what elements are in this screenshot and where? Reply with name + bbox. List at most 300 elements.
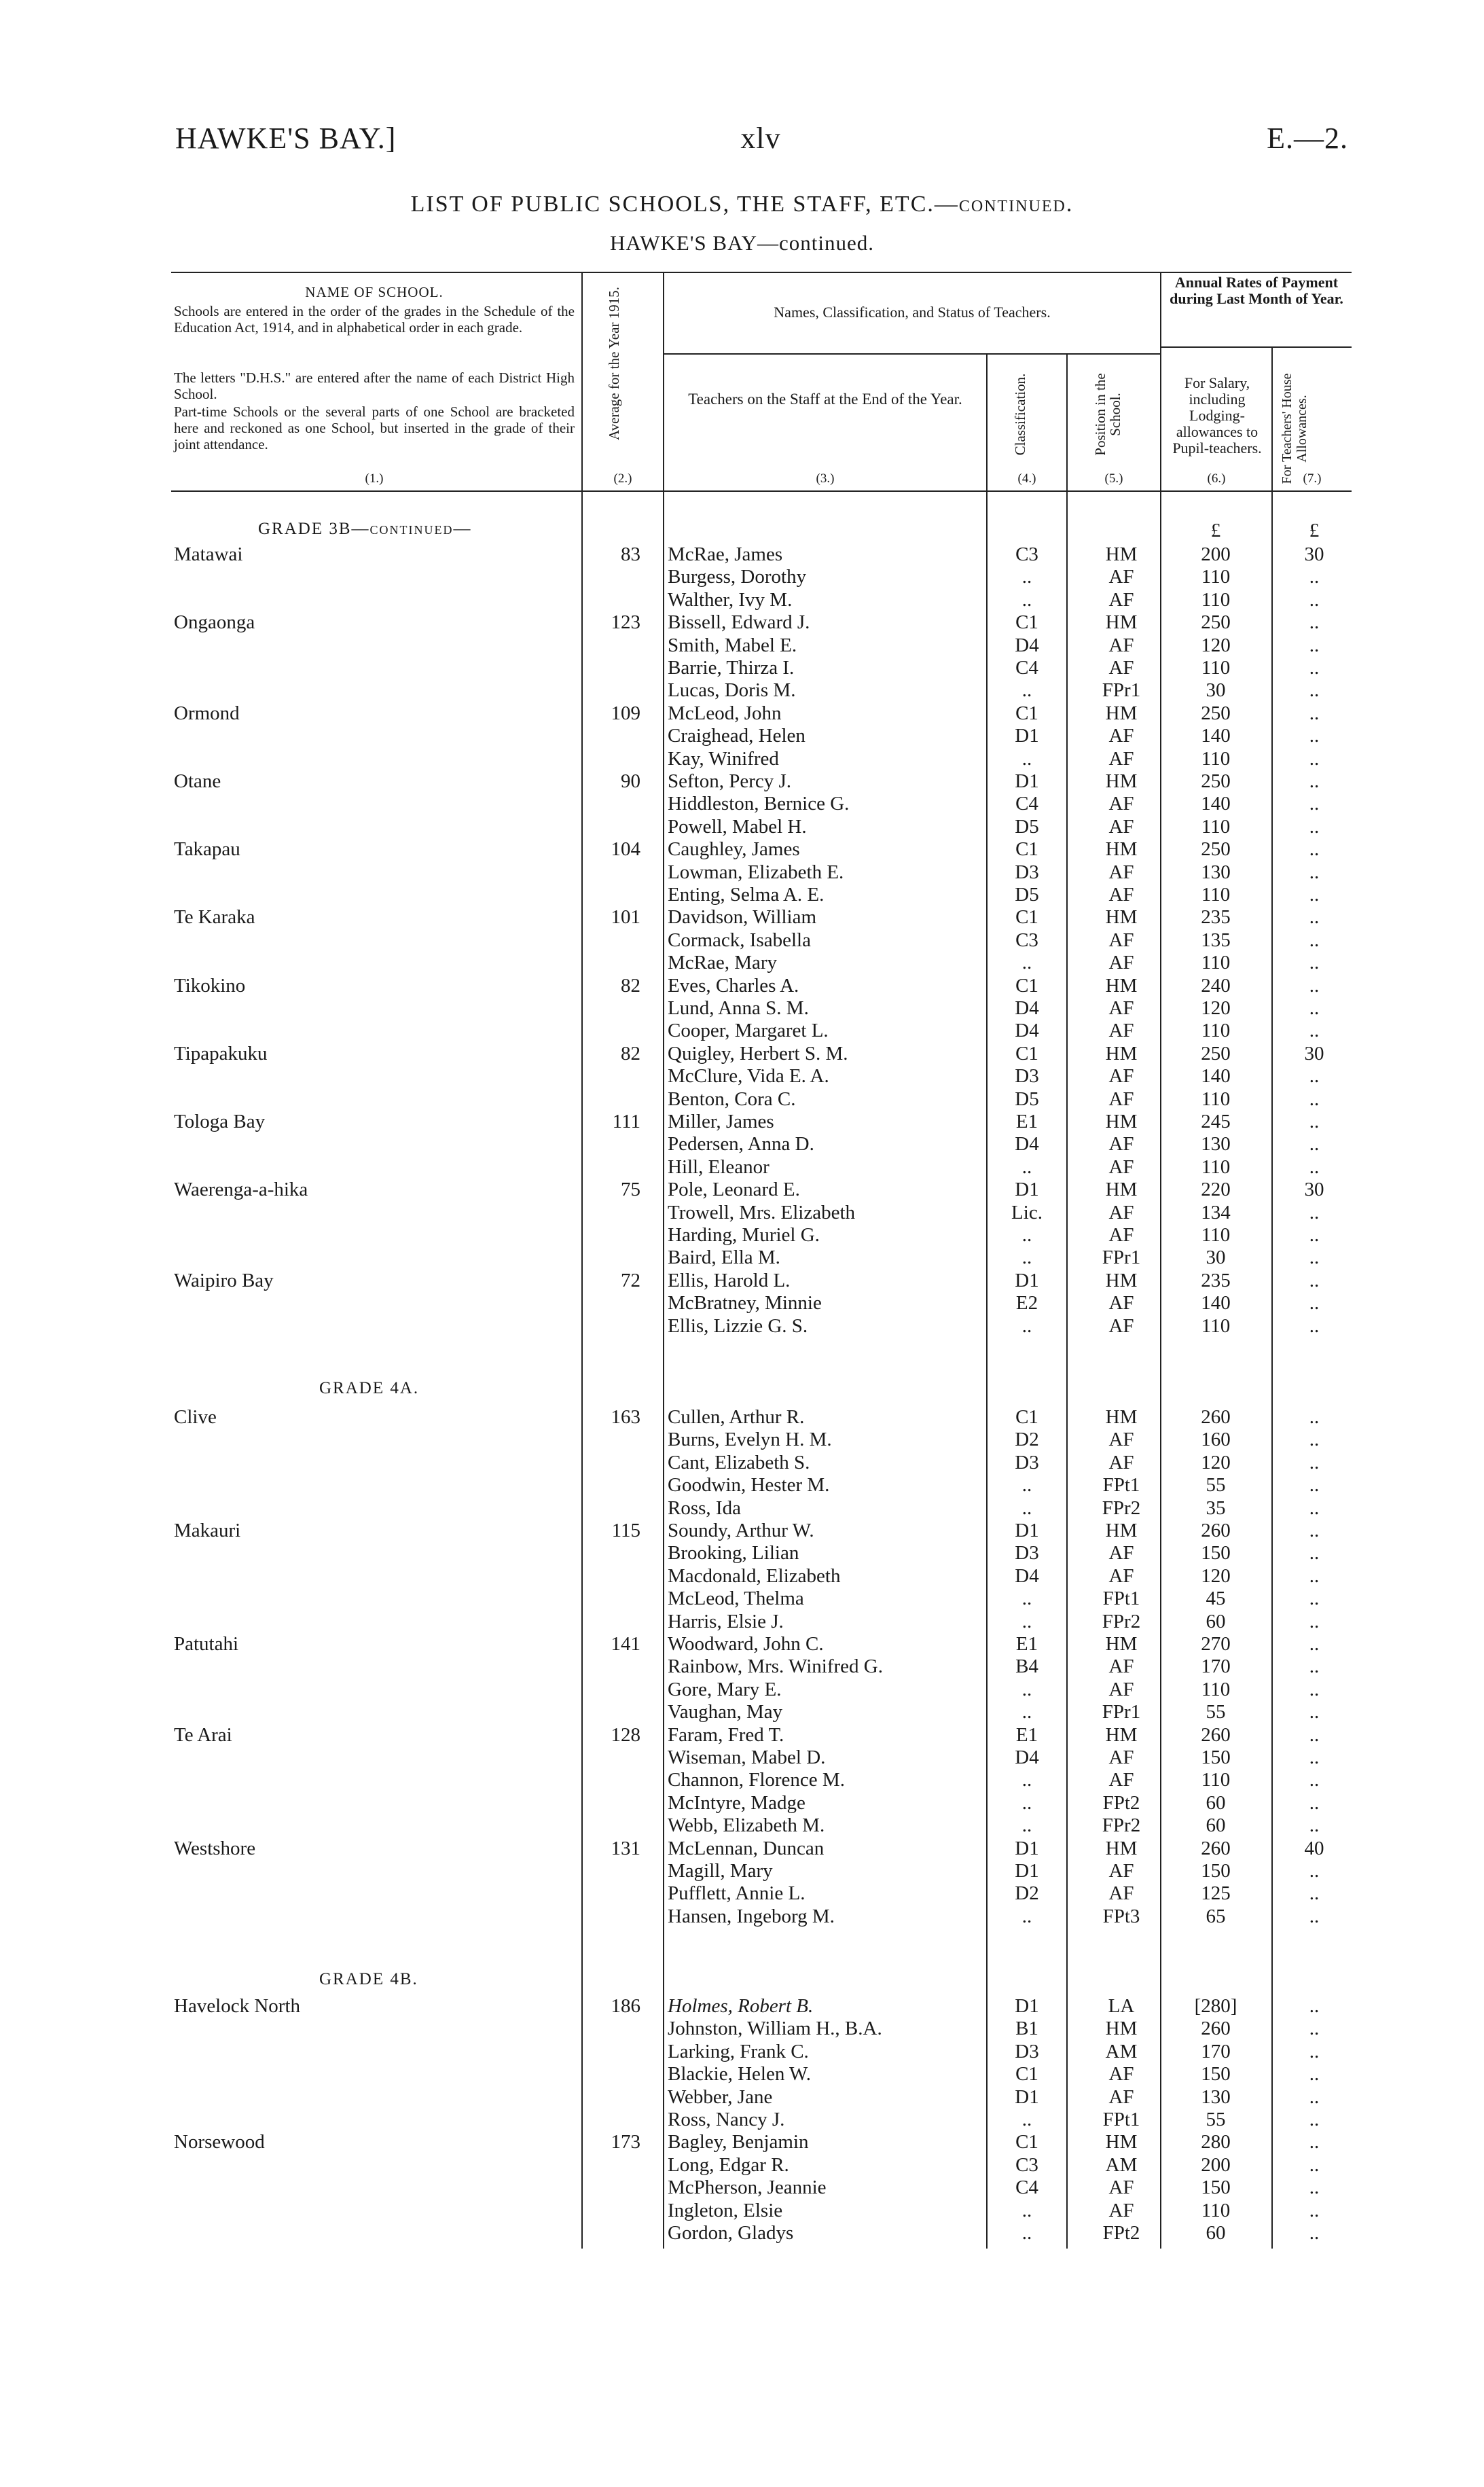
house-allowance: .. <box>1309 1723 1320 1746</box>
house-allowance: .. <box>1309 1451 1320 1473</box>
house-allowance: .. <box>1309 2177 1320 2199</box>
salary: 240 <box>1201 974 1231 997</box>
position: HM <box>1105 702 1138 724</box>
position: HM <box>1105 1269 1138 1291</box>
teacher-name: Cooper, Margaret L. <box>668 1020 829 1042</box>
average-attendance: 163 <box>611 1406 640 1428</box>
house-allowance: .. <box>1309 1905 1320 1927</box>
classification: Lic. <box>1011 1201 1043 1223</box>
school-name: Waerenga-a-hika <box>174 1179 308 1201</box>
table-row <box>0 2109 1484 2131</box>
salary: 110 <box>1201 1224 1231 1246</box>
table-row <box>0 679 1484 702</box>
teacher-name: Harding, Muriel G. <box>668 1224 820 1246</box>
average-attendance: 109 <box>611 702 640 724</box>
table-row <box>0 1905 1484 1928</box>
table-row <box>0 861 1484 884</box>
position: FPt2 <box>1102 1791 1140 1814</box>
position: HM <box>1105 1723 1138 1746</box>
position: HM <box>1105 1520 1138 1541</box>
salary: 110 <box>1201 1678 1231 1700</box>
position: HM <box>1105 770 1138 792</box>
table-row <box>0 1292 1484 1314</box>
table-row <box>0 929 1484 952</box>
position: FPt3 <box>1102 1905 1140 1927</box>
house-allowance: .. <box>1309 2131 1320 2153</box>
house-allowance: .. <box>1309 566 1320 588</box>
classification: D1 <box>1015 1520 1039 1541</box>
table-row <box>0 1656 1484 1678</box>
classification: D3 <box>1015 1065 1039 1088</box>
teacher-name: Macdonald, Elizabeth <box>668 1564 841 1587</box>
average-attendance: 75 <box>621 1179 640 1201</box>
house-allowance: .. <box>1309 1020 1320 1042</box>
position: FPt2 <box>1102 2222 1140 2244</box>
house-header: For Teachers' House Allowances. <box>1280 373 1309 484</box>
salary: 280 <box>1201 2131 1231 2153</box>
classification: .. <box>1021 1314 1032 1337</box>
classification: D1 <box>1015 770 1039 792</box>
house-currency: £ <box>1309 520 1320 541</box>
position: HM <box>1105 1111 1138 1132</box>
salary: 130 <box>1201 2086 1231 2108</box>
house-allowance: .. <box>1309 1065 1320 1088</box>
house-allowance: .. <box>1309 838 1320 861</box>
house-allowance: .. <box>1309 1156 1320 1178</box>
salary: 270 <box>1201 1633 1231 1655</box>
classification: .. <box>1021 1497 1032 1519</box>
position: AM <box>1105 2153 1138 2176</box>
position: HM <box>1105 974 1138 997</box>
teacher-name: Walther, Ivy M. <box>668 588 793 611</box>
house-allowance: .. <box>1309 1429 1320 1451</box>
position: FPr2 <box>1102 1610 1141 1632</box>
house-allowance: .. <box>1309 657 1320 679</box>
position: HM <box>1105 1042 1138 1064</box>
salary: 250 <box>1201 838 1231 861</box>
house-allowance: .. <box>1309 1247 1320 1269</box>
house-allowance: .. <box>1309 997 1320 1019</box>
classification: D3 <box>1015 2040 1039 2062</box>
classification: .. <box>1021 1474 1032 1497</box>
house-allowance: 30 <box>1304 1042 1324 1064</box>
house-allowance: .. <box>1309 1633 1320 1655</box>
average-attendance: 115 <box>611 1520 640 1541</box>
grade-heading: GRADE 4B. <box>319 1970 418 1988</box>
running-head-left: HAWKE'S BAY.] <box>175 122 397 155</box>
position: AF <box>1108 1065 1134 1088</box>
classification: .. <box>1021 1247 1032 1269</box>
teacher-name: Vaughan, May <box>668 1701 783 1723</box>
school-name: Havelock North <box>174 1995 301 2017</box>
classification: .. <box>1021 1224 1032 1246</box>
salary: 235 <box>1201 1269 1231 1291</box>
teacher-name: McLeod, Thelma <box>668 1588 804 1610</box>
salary: 125 <box>1201 1882 1231 1905</box>
table-row <box>0 1497 1484 1520</box>
teachers-group-header: Names, Classification, and Status of Teachers. <box>774 304 1051 321</box>
table-row <box>0 1838 1484 1860</box>
table-row <box>0 884 1484 906</box>
position: HM <box>1105 611 1138 634</box>
position: AF <box>1108 566 1134 588</box>
table-row <box>0 1020 1484 1042</box>
table-row <box>0 2177 1484 2199</box>
salary: 110 <box>1201 588 1231 611</box>
table-row <box>0 2131 1484 2153</box>
teacher-name: Webb, Elizabeth M. <box>668 1814 825 1837</box>
teacher-name: Lund, Anna S. M. <box>668 997 809 1019</box>
col-number-2: (2.) <box>613 471 632 486</box>
house-allowance: .. <box>1309 2040 1320 2062</box>
teacher-name: Webber, Jane <box>668 2086 773 2108</box>
house-allowance: .. <box>1309 1860 1320 1882</box>
name-header-title: NAME OF SCHOOL. <box>305 284 444 300</box>
classification: C1 <box>1015 1406 1038 1428</box>
salary: 130 <box>1201 861 1231 883</box>
teacher-name: Brooking, Lilian <box>668 1542 799 1564</box>
house-allowance: .. <box>1309 611 1320 634</box>
table-row <box>0 2154 1484 2177</box>
house-allowance: .. <box>1309 1474 1320 1497</box>
classification: E2 <box>1015 1292 1038 1314</box>
classification: D1 <box>1015 1860 1039 1882</box>
table-row <box>0 2018 1484 2040</box>
col-number-4: (4.) <box>1017 471 1036 486</box>
position: AF <box>1108 1292 1134 1314</box>
classification: D1 <box>1015 1837 1039 1859</box>
house-allowance: .. <box>1309 1314 1320 1337</box>
header-bottom-rule <box>171 490 1352 492</box>
teacher-name: McPherson, Jeannie <box>668 2177 827 2199</box>
position: AF <box>1108 1542 1134 1564</box>
position: AF <box>1108 952 1134 974</box>
table-row <box>0 2200 1484 2222</box>
average-attendance: 173 <box>611 2131 640 2153</box>
house-allowance: .. <box>1309 1088 1320 1110</box>
house-allowance: .. <box>1309 1269 1320 1291</box>
position: AF <box>1108 1201 1134 1223</box>
school-name: Tologa Bay <box>174 1111 266 1132</box>
teacher-name: Caughley, James <box>668 838 800 861</box>
teacher-name: McBratney, Minnie <box>668 1292 822 1314</box>
classification: D3 <box>1015 1451 1039 1473</box>
classification: C1 <box>1015 906 1038 929</box>
teacher-name: Bagley, Benjamin <box>668 2131 809 2153</box>
teacher-name: Ingleton, Elsie <box>668 2199 783 2221</box>
position: AF <box>1108 1678 1134 1700</box>
classification: .. <box>1021 679 1032 702</box>
classification: D1 <box>1015 1179 1039 1201</box>
salary: 120 <box>1201 1451 1231 1473</box>
school-name: Te Arai <box>174 1723 232 1746</box>
salary: 170 <box>1201 2040 1231 2062</box>
salary: 60 <box>1206 1791 1226 1814</box>
col-number-1: (1.) <box>365 471 384 486</box>
header-top-rule <box>171 272 1352 273</box>
average-attendance: 82 <box>621 1042 640 1064</box>
position: AF <box>1108 657 1134 679</box>
house-allowance: .. <box>1309 770 1320 792</box>
teacher-name: McLennan, Duncan <box>668 1837 825 1859</box>
teacher-name: Miller, James <box>668 1111 774 1132</box>
classification: .. <box>1021 1156 1032 1178</box>
house-allowance: .. <box>1309 1588 1320 1610</box>
position: HM <box>1105 2018 1138 2040</box>
position: AF <box>1108 1747 1134 1768</box>
teacher-name: Cant, Elizabeth S. <box>668 1451 810 1473</box>
salary: 140 <box>1201 793 1231 815</box>
salary: 120 <box>1201 1564 1231 1587</box>
salary: 110 <box>1201 1156 1231 1178</box>
teacher-name: Trowell, Mrs. Elizabeth <box>668 1201 856 1223</box>
salary: 250 <box>1201 770 1231 792</box>
teacher-name: Kay, Winifred <box>668 747 779 770</box>
classification: D1 <box>1015 725 1039 747</box>
teacher-name: McLeod, John <box>668 702 782 724</box>
salary: 140 <box>1201 1065 1231 1088</box>
salary: 55 <box>1206 1701 1226 1723</box>
name-header-desc2: The letters "D.H.S." are entered after the name of each District High School. <box>174 370 575 402</box>
salary: 120 <box>1201 634 1231 656</box>
average-attendance: 90 <box>621 770 640 792</box>
position: HM <box>1105 1406 1138 1428</box>
table-row <box>0 657 1484 679</box>
position: AF <box>1108 1156 1134 1178</box>
house-allowance: .. <box>1309 2063 1320 2086</box>
teacher-name: McClure, Vida E. A. <box>668 1065 829 1088</box>
table-row <box>0 1474 1484 1497</box>
teacher-name: Smith, Mabel E. <box>668 634 797 656</box>
salary: 110 <box>1201 2199 1231 2221</box>
table-row <box>0 1542 1484 1564</box>
school-name: Otane <box>174 770 221 792</box>
table-row <box>0 1565 1484 1588</box>
average-attendance: 72 <box>621 1269 640 1291</box>
table-row <box>0 952 1484 974</box>
classification: C3 <box>1015 2153 1038 2176</box>
salary: 110 <box>1201 884 1231 906</box>
salary: 110 <box>1201 1088 1231 1110</box>
position: AF <box>1108 997 1134 1019</box>
house-allowance: .. <box>1309 1747 1320 1768</box>
position: AF <box>1108 1020 1134 1042</box>
classification: C1 <box>1015 974 1038 997</box>
classification: C1 <box>1015 2131 1038 2153</box>
average-attendance: 111 <box>612 1111 640 1132</box>
position: AF <box>1108 747 1134 770</box>
salary: 110 <box>1201 1314 1231 1337</box>
teacher-name: Channon, Florence M. <box>668 1769 845 1791</box>
salary: 110 <box>1201 566 1231 588</box>
table-row <box>0 1429 1484 1451</box>
classification: .. <box>1021 1791 1032 1814</box>
position: AF <box>1108 634 1134 656</box>
salary: 140 <box>1201 1292 1231 1314</box>
table-row <box>0 1043 1484 1065</box>
house-allowance: .. <box>1309 1520 1320 1541</box>
class-header: Classification. <box>1012 373 1028 456</box>
house-allowance: .. <box>1309 702 1320 724</box>
position: AF <box>1108 1429 1134 1451</box>
classification: C3 <box>1015 929 1038 951</box>
teacher-name: Lowman, Elizabeth E. <box>668 861 844 883</box>
page-subtitle: HAWKE'S BAY—continued. <box>609 231 875 255</box>
classification: .. <box>1021 1814 1032 1837</box>
house-allowance: .. <box>1309 2086 1320 2108</box>
house-allowance: .. <box>1309 1497 1320 1519</box>
salary: 135 <box>1201 929 1231 951</box>
position: HM <box>1105 838 1138 861</box>
salary: 30 <box>1206 679 1226 702</box>
position: AF <box>1108 1133 1134 1156</box>
salary: 260 <box>1201 1520 1231 1541</box>
classification: E1 <box>1015 1111 1038 1132</box>
salary: 110 <box>1201 815 1231 838</box>
average-attendance: 101 <box>611 906 640 929</box>
teacher-name: McRae, James <box>668 543 783 565</box>
table-row <box>0 1270 1484 1292</box>
school-name: Matawai <box>174 543 243 565</box>
salary: 60 <box>1206 1814 1226 1837</box>
col-number-6: (6.) <box>1207 471 1226 486</box>
classification: D4 <box>1015 1020 1039 1042</box>
teacher-name: McIntyre, Madge <box>668 1791 806 1814</box>
position: AF <box>1108 1564 1134 1587</box>
house-allowance: .. <box>1309 634 1320 656</box>
table-row <box>0 1747 1484 1769</box>
school-name: Ormond <box>174 702 240 724</box>
house-allowance: .. <box>1309 2109 1320 2130</box>
house-allowance: 30 <box>1304 1179 1324 1201</box>
house-allowance: .. <box>1309 1406 1320 1428</box>
teacher-name: Enting, Selma A. E. <box>668 884 825 906</box>
teacher-name: Ellis, Lizzie G. S. <box>668 1314 808 1337</box>
classification: D4 <box>1015 634 1039 656</box>
currency-row <box>0 520 1484 542</box>
teacher-name: Benton, Cora C. <box>668 1088 796 1110</box>
table-row <box>0 1701 1484 1723</box>
table-row <box>0 1202 1484 1224</box>
position: AF <box>1108 2199 1134 2221</box>
school-name: Te Karaka <box>174 906 255 929</box>
table-row <box>0 1860 1484 1882</box>
teacher-name: Pedersen, Anna D. <box>668 1133 814 1156</box>
teacher-name: Powell, Mabel H. <box>668 815 807 838</box>
teacher-name: Rainbow, Mrs. Winifred G. <box>668 1656 883 1678</box>
classification: D3 <box>1015 1542 1039 1564</box>
salary: 130 <box>1201 1133 1231 1156</box>
salary: 55 <box>1206 2109 1226 2130</box>
table-row <box>0 702 1484 725</box>
table-row <box>0 566 1484 588</box>
position: AF <box>1108 1088 1134 1110</box>
table-row <box>0 1315 1484 1338</box>
table-row <box>0 1520 1484 1542</box>
teacher-name: Gordon, Gladys <box>668 2222 794 2244</box>
salary: 35 <box>1206 1497 1226 1519</box>
salary: 150 <box>1201 1542 1231 1564</box>
house-allowance: .. <box>1309 1133 1320 1156</box>
classification: D5 <box>1015 815 1039 838</box>
table-row <box>0 1179 1484 1201</box>
house-allowance: .. <box>1309 1224 1320 1246</box>
classification: D1 <box>1015 1269 1039 1291</box>
table-row <box>0 1088 1484 1111</box>
classification: D4 <box>1015 1133 1039 1156</box>
salary: 150 <box>1201 1860 1231 1882</box>
position: HM <box>1105 2131 1138 2153</box>
teacher-name: Magill, Mary <box>668 1860 773 1882</box>
house-allowance: .. <box>1309 1542 1320 1564</box>
average-attendance: 131 <box>611 1837 640 1859</box>
position-header: Position in the School. <box>1092 373 1123 456</box>
house-allowance: .. <box>1309 884 1320 906</box>
position: FPt1 <box>1102 1588 1140 1610</box>
average-attendance: 123 <box>611 611 640 634</box>
average-attendance: 128 <box>611 1723 640 1746</box>
house-allowance: .. <box>1309 1656 1320 1678</box>
teacher-name: Harris, Elsie J. <box>668 1610 784 1632</box>
col-number-5: (5.) <box>1104 471 1123 486</box>
name-header-desc: Schools are entered in the order of the grades in the Schedule of the Education Act, 1914, and in alphabetical order in each grade. <box>174 303 575 336</box>
name-header-desc3: Part-time Schools or the several parts of one School are bracketed here and reckoned as one School, but inserted in the grade of their joint attendance. <box>174 404 575 452</box>
classification: D5 <box>1015 884 1039 906</box>
position: AF <box>1108 861 1134 883</box>
table-row <box>0 1679 1484 1701</box>
position: AF <box>1108 2177 1134 2199</box>
page-title: LIST OF PUBLIC SCHOOLS, THE STAFF, ETC.—continued. <box>410 192 1074 217</box>
house-allowance: .. <box>1309 1111 1320 1132</box>
position: FPr2 <box>1102 1497 1141 1519</box>
position: AF <box>1108 1314 1134 1337</box>
house-allowance: .. <box>1309 815 1320 838</box>
salary-header: For Salary, including Lodging-allowances to Pupil-teachers. <box>1172 374 1262 457</box>
house-allowance: .. <box>1309 588 1320 611</box>
position: AF <box>1108 1769 1134 1791</box>
position: FPr2 <box>1102 1814 1141 1837</box>
salary: 120 <box>1201 997 1231 1019</box>
classification: D5 <box>1015 1088 1039 1110</box>
position: FPr1 <box>1102 1247 1141 1269</box>
position: HM <box>1105 1837 1138 1859</box>
teacher-name: Ross, Nancy J. <box>668 2109 785 2130</box>
teacher-name: Goodwin, Hester M. <box>668 1474 830 1497</box>
teacher-name: Cormack, Isabella <box>668 929 811 951</box>
position: AF <box>1108 1451 1134 1473</box>
teacher-name: Hiddleston, Bernice G. <box>668 793 850 815</box>
table-row <box>0 1111 1484 1133</box>
table-row <box>0 997 1484 1020</box>
house-allowance: .. <box>1309 679 1320 702</box>
position: AF <box>1108 815 1134 838</box>
average-attendance: 83 <box>621 543 640 565</box>
classification: .. <box>1021 2109 1032 2130</box>
classification: D4 <box>1015 1747 1039 1768</box>
classification: B4 <box>1015 1656 1038 1678</box>
salary: 150 <box>1201 1747 1231 1768</box>
salary: 110 <box>1201 952 1231 974</box>
classification: E1 <box>1015 1633 1038 1655</box>
school-name: Tipapakuku <box>174 1042 268 1064</box>
teacher-name: Eves, Charles A. <box>668 974 799 997</box>
teacher-name: Davidson, William <box>668 906 817 929</box>
salary: 110 <box>1201 747 1231 770</box>
position: HM <box>1105 906 1138 929</box>
house-allowance: .. <box>1309 1292 1320 1314</box>
col-number-3: (3.) <box>816 471 835 486</box>
salary: 110 <box>1201 1769 1231 1791</box>
